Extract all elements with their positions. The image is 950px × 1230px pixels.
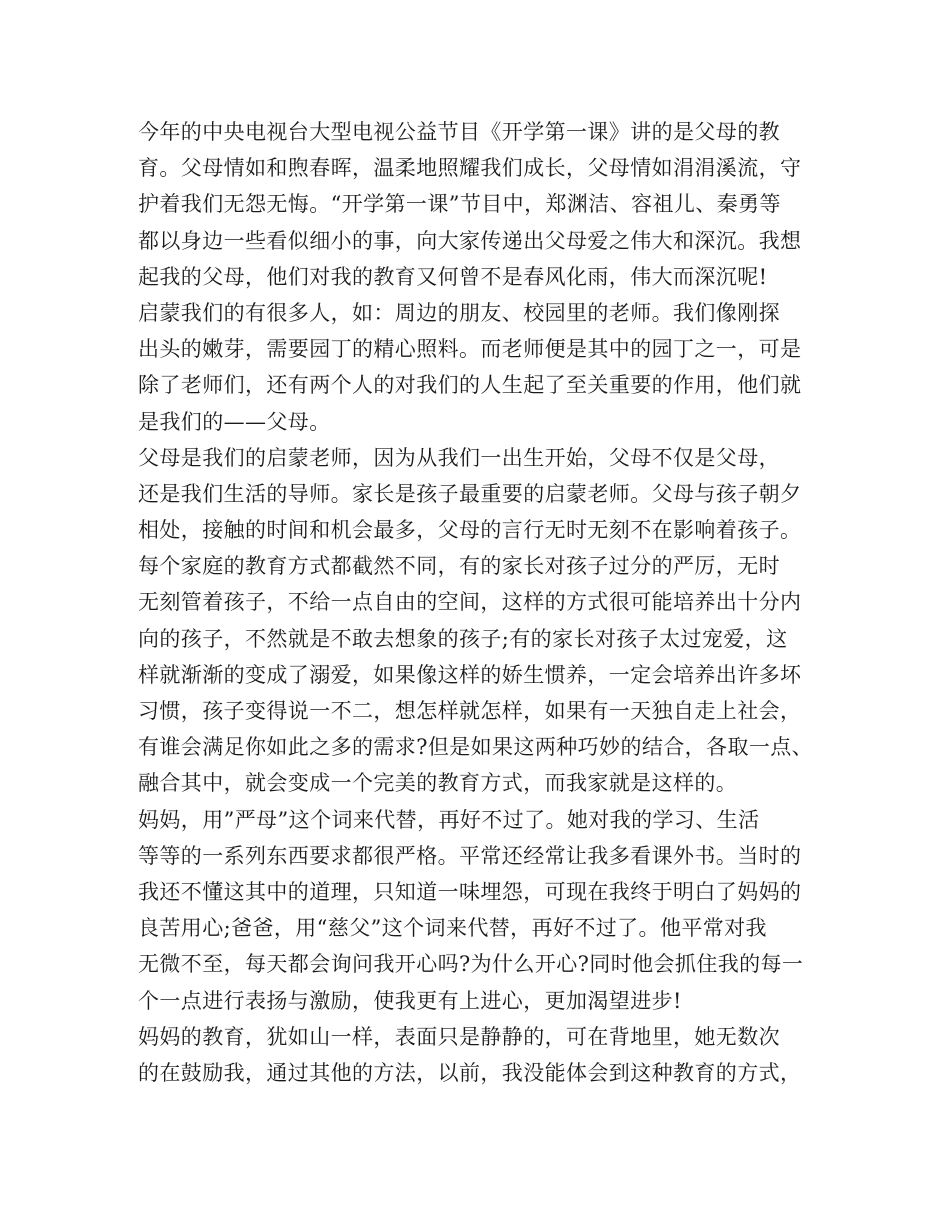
text-line: 起我的父母，他们对我的教育又何曾不是春风化雨，伟大而深沉呢! [138, 264, 768, 289]
text-line: 有谁会满足你如此之多的需求?但是如果这两种巧妙的结合，各取一点、 [138, 735, 814, 760]
text-line: 是我们的——父母。 [138, 409, 331, 434]
text-line: 启蒙我们的有很多人，如：周边的朋友、校园里的老师。我们像刚探 [138, 300, 780, 325]
text-line: 个一点进行表扬与激励，使我更有上进心，更加渴望进步! [138, 988, 682, 1013]
text-line: 融合其中，就会变成一个完美的教育方式，而我家就是这样的。 [138, 771, 738, 796]
essay-body [138, 114, 838, 1091]
text-line: 等等的一系列东西要求都很严格。平常还经常让我多看课外书。当时的 [138, 843, 802, 868]
text-line: 妈妈，用”严母”这个词来代替，再好不过了。她对我的学习、生活 [138, 807, 760, 832]
text-line: 出头的嫩芽，需要园丁的精心照料。而老师便是其中的园丁之一，可是 [138, 337, 802, 362]
text-line: 今年的中央电视台大型电视公益节目《开学第一课》讲的是父母的教 [138, 120, 780, 144]
text-line: 我还不懂这其中的道理，只知道一味埋怨，可现在我终于明白了妈妈的 [138, 879, 802, 904]
text-line: 除了老师们，还有两个人的对我们的人生起了至关重要的作用，他们就 [138, 373, 802, 398]
text-line: 都以身边一些看似细小的事，向大家传递出父母爱之伟大和深沉。我想 [138, 228, 802, 253]
text-line: 护着我们无怨无悔。“开学第一课”节目中，郑渊洁、容祖儿、秦勇等 [138, 192, 781, 217]
text-line: 样就渐渐的变成了溺爱，如果像这样的娇生惯养，一定会培养出许多坏 [138, 662, 802, 687]
text-line: 父母是我们的启蒙老师，因为从我们一出生开始，父母不仅是父母， [138, 445, 780, 470]
text-line: 习惯，孩子变得说一不二，想怎样就怎样，如果有一天独自走上社会， [138, 699, 802, 723]
text-line: 妈妈的教育，犹如山一样，表面只是静静的，可在背地里，她无数次 [138, 1024, 780, 1049]
text-line: 相处，接触的时间和机会最多，父母的言行无时无刻不在影响着孩子。 [138, 518, 802, 543]
text-line: 每个家庭的教育方式都截然不同，有的家长对孩子过分的严厉，无时 [138, 554, 780, 579]
text-line: 无刻管着孩子，不给一点自由的空间，这样的方式很可能培养出十分内 [138, 590, 802, 615]
text-line: 良苦用心;爸爸，用“慈父”这个词来代替，再好不过了。他平常对我 [138, 916, 767, 941]
text-line: 还是我们生活的导师。家长是孩子最重要的启蒙老师。父母与孩子朝夕 [138, 481, 802, 506]
text-line: 向的孩子，不然就是不敢去想象的孩子;有的家长对孩子太过宠爱，这 [138, 626, 788, 651]
text-line: 的在鼓励我，通过其他的方法，以前，我没能体会到这种教育的方式， [138, 1060, 802, 1085]
text-line: 无微不至，每天都会询问我开心吗?为什么开心?同时他会抓住我的每一 [138, 952, 804, 977]
text-line: 育。父母情如和煦春晖，温柔地照耀我们成长，父母情如涓涓溪流，守 [138, 156, 802, 181]
